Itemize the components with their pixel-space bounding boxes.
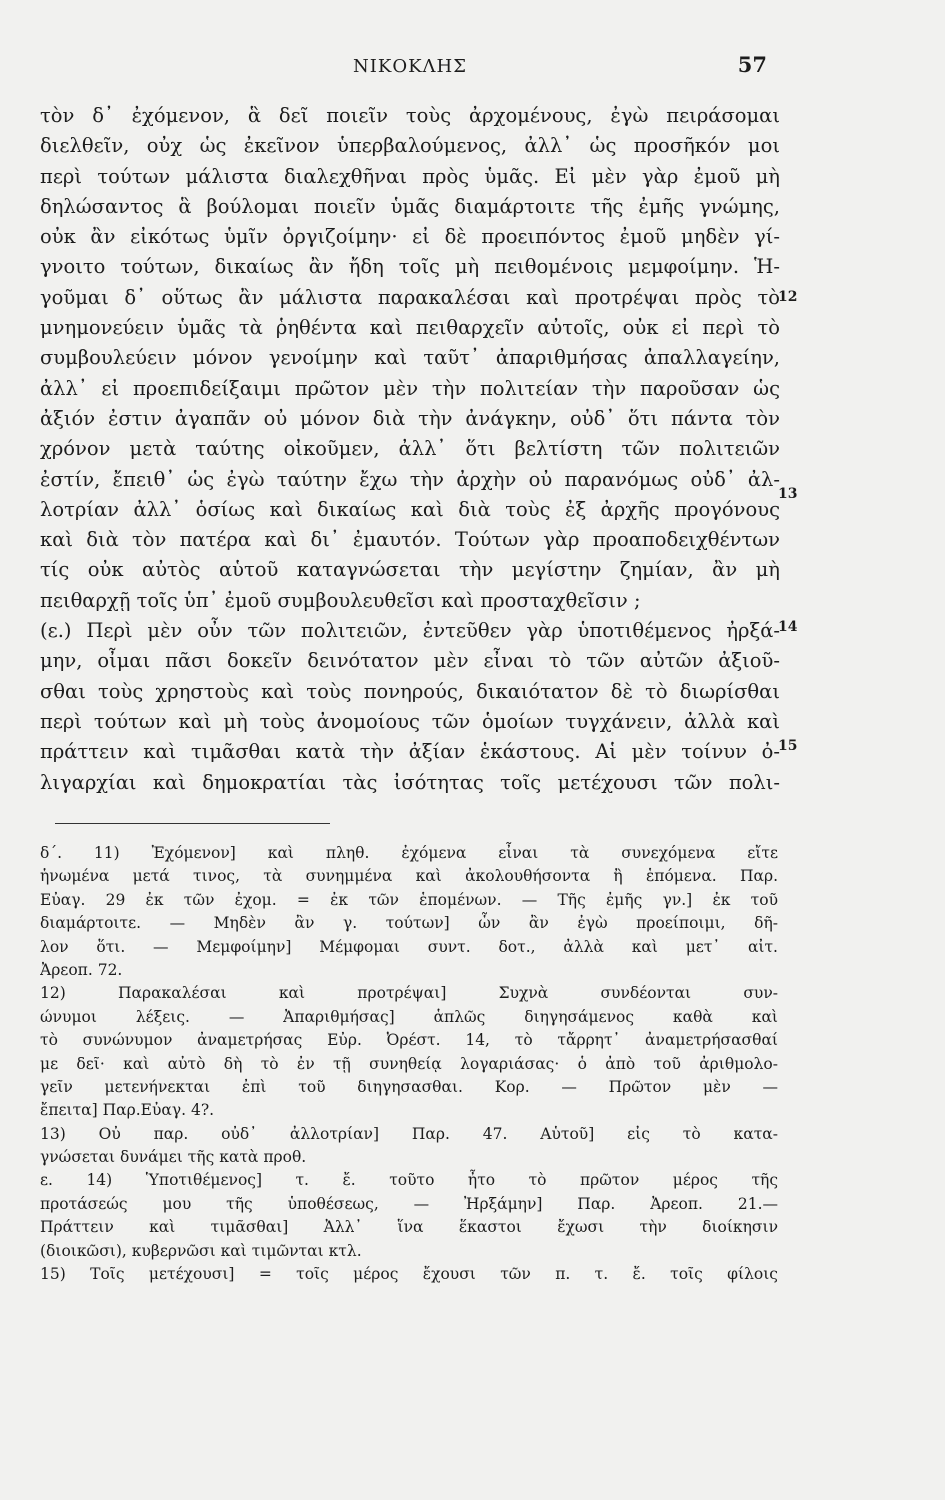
running-title: ΝΙΚΟΚΛΗΣ	[353, 56, 467, 77]
margin-section-number: 12	[778, 289, 798, 305]
footnote-line: ώνυμοι λέξεις. — Ἀπαριθμήσας] ἁπλῶς διηγησάμενος καθὰ καὶ	[40, 1007, 778, 1026]
footnote-line: ἔπειτα] Παρ.Εὐαγ. 4?.	[40, 1101, 215, 1120]
margin-section-number: 13	[778, 486, 798, 502]
text-line: τίς οὐκ αὐτὸς αὑτοῦ καταγνώσεται τὴν μεγίστην ζημίαν, ἂν μὴ	[40, 558, 780, 582]
footnote-line: Πράττειν καὶ τιμᾶσθαι] Ἀλλ᾽ ἵνα ἕκαστοι ἔχωσι τὴν διοίκησιν	[40, 1218, 778, 1237]
text-line: τὸν δ᾽ ἐχόμενον, ἃ δεῖ ποιεῖν τοὺς ἀρχομένους, ἐγὼ πειράσομαι	[40, 104, 780, 127]
text-line: σθαι τοὺς χρηστοὺς καὶ τοὺς πονηρούς, δικαιότατον δὲ τὸ διωρίσθαι	[40, 679, 780, 703]
margin-section-number: 15	[778, 738, 798, 754]
text-line: δηλώσαντος ἃ βούλομαι ποιεῖν ὑμᾶς διαμάρτοιτε τῆς ἐμῆς γνώμης,	[40, 194, 780, 218]
text-line: διελθεῖν, οὐχ ὡς ἐκεῖνον ὑπερβαλούμενος, ἀλλ᾽ ὡς προσῆκόν μοι	[40, 134, 780, 158]
text-line: χρόνον μετὰ ταύτης οἰκοῦμεν, ἀλλ᾽ ὅτι βελτίστη τῶν πολιτειῶν	[40, 437, 780, 461]
text-line: πράττειν καὶ τιμᾶσθαι κατὰ τὴν ἀξίαν ἑκάστους. Αἱ μὲν τοίνυν ὀ-	[40, 740, 780, 764]
footnote-line: γνώσεται δυνάμει τῆς κατὰ προθ.	[40, 1148, 307, 1167]
text-line: ἐστίν, ἔπειθ᾽ ὡς ἐγὼ ταύτην ἔχω τὴν ἀρχὴν οὐ παρανόμως οὐδ᾽ ἀλ-	[40, 467, 780, 491]
text-line: γνοιτο τούτων, δικαίως ἂν ἤδη τοῖς μὴ πειθομένοις μεμφοίμην. Ἡ-	[40, 255, 780, 279]
footnote-line: με δεῖ· καὶ αὐτὸ δὴ τὸ ἐν τῇ συνηθείᾳ λογαριάσας· ὁ ἀπὸ τοῦ ἀριθμολο-	[40, 1054, 778, 1073]
text-line: λοτρίαν ἀλλ᾽ ὁσίως καὶ δικαίως καὶ διὰ τοὺς ἐξ ἀρχῆς προγόνους	[40, 497, 780, 521]
main-text	[40, 101, 780, 798]
margin-section-number: 14	[778, 619, 798, 635]
footnote-line: ἡνωμένα μετά τινος, τὰ συνημμένα καὶ ἀκολουθήσοντα ἢ ἑπόμενα. Παρ.	[40, 867, 778, 886]
footnote-line: Εὐαγ. 29 ἐκ τῶν ἐχομ. = ἐκ τῶν ἑπομένων. — Τῆς ἐμῆς γν.] ἐκ τοῦ	[40, 890, 778, 909]
footnote-line: ε. 14) Ὑποτιθέμενος] τ. ἔ. τοῦτο ἦτο τὸ πρῶτον μέρος τῆς	[40, 1171, 778, 1190]
footnote-line: (διοικῶσι), κυβερνῶσι καὶ τιμῶνται κτλ.	[40, 1241, 362, 1260]
text-line: (ε.) Περὶ μὲν οὖν τῶν πολιτειῶν, ἐντεῦθεν γὰρ ὑποτιθέμενος ἠρξά-	[40, 619, 780, 643]
text-line: λιγαρχίαι καὶ δημοκρατίαι τὰς ἰσότητας τοῖς μετέχουσι τῶν πολι-	[40, 770, 780, 794]
text-line: γοῦμαι δ᾽ οὕτως ἂν μάλιστα παρακαλέσαι καὶ προτρέψαι πρὸς τὸ	[40, 285, 780, 309]
footnotes	[40, 842, 778, 1286]
footnote-line: προτάσεώς μου τῆς ὑποθέσεως, — Ἠρξάμην] Παρ. Ἀρεοπ. 21.—	[40, 1194, 778, 1213]
footnote-line: λον ὅτι. — Μεμφοίμην] Μέμφομαι συντ. δοτ., ἀλλὰ καὶ μετ᾽ αἰτ.	[40, 937, 778, 956]
text-line: καὶ διὰ τὸν πατέρα καὶ δι᾽ ἐμαυτόν. Τούτων γὰρ προαποδειχθέντων	[40, 528, 780, 552]
text-line: ἀλλ᾽ εἰ προεπιδείξαιμι πρῶτον μὲν τὴν πολιτείαν τὴν παροῦσαν ὡς	[40, 376, 780, 400]
footnote-line: τὸ συνώνυμον ἀναμετρήσας Εὐρ. Ὀρέστ. 14, τὸ τἄρρητ᾽ ἀναμετρήσασθαί	[40, 1031, 778, 1050]
text-line: οὐκ ἂν εἰκότως ὑμῖν ὀργιζοίμην· εἰ δὲ προειπόντος ἐμοῦ μηδὲν γί-	[40, 225, 780, 249]
footnote-line: γεῖν μετενήνεκται ἐπὶ τοῦ διηγησασθαι. Κορ. — Πρῶτον μὲν —	[40, 1077, 778, 1096]
footnote-line: Ἀρεοπ. 72.	[40, 960, 123, 979]
footnote-line: 13) Οὐ παρ. οὐδ᾽ ἀλλοτρίαν] Παρ. 47. Αὑτοῦ] εἰς τὸ κατα-	[40, 1124, 778, 1143]
text-line: ἀξιόν ἐστιν ἀγαπᾶν οὐ μόνον διὰ τὴν ἀνάγκην, οὐδ᾽ ὅτι πάντα τὸν	[40, 406, 780, 430]
text-line: μνημονεύειν ὑμᾶς τὰ ῥηθέντα καὶ πειθαρχεῖν αὐτοῖς, οὐκ εἰ περὶ τὸ	[40, 316, 780, 340]
text-line: περὶ τούτων καὶ μὴ τοὺς ἀνομοίους τῶν ὁμοίων τυγχάνειν, ἀλλὰ καὶ	[40, 709, 780, 733]
footnote-line: 15) Τοῖς μετέχουσι] = τοῖς μέρος ἔχουσι τῶν π. τ. ἔ. τοῖς φίλοις	[40, 1265, 778, 1284]
text-line: συμβουλεύειν μόνον γενοίμην καὶ ταῦτ᾽ ἀπαριθμήσας ἀπαλλαγείην,	[40, 346, 780, 370]
page-number: 57	[737, 52, 767, 77]
footnote-line: 12) Παρακαλέσαι καὶ προτρέψαι] Συχνὰ συνδέονται συν-	[40, 984, 778, 1003]
footnote-line: διαμάρτοιτε. — Μηδὲν ἂν γ. τούτων] ὧν ἂν ἐγὼ προείποιμι, δῆ-	[40, 914, 778, 933]
footnote-line: δ΄. 11) Ἐχόμενον] καὶ πληθ. ἐχόμενα εἶναι τὰ συνεχόμενα εἴτε	[40, 844, 778, 862]
text-line: πειθαρχῇ τοῖς ὑπ᾽ ἐμοῦ συμβουλευθεῖσι καὶ προσταχθεῖσιν ;	[40, 588, 641, 612]
page-header	[0, 52, 945, 82]
footnote-divider	[55, 823, 330, 824]
text-line: περὶ τούτων μάλιστα διαλεχθῆναι πρὸς ὑμᾶς. Εἰ μὲν γὰρ ἐμοῦ μὴ	[40, 164, 780, 188]
text-line: μην, οἶμαι πᾶσι δοκεῖν δεινότατον μὲν εἶναι τὸ τῶν αὐτῶν ἀξιοῦ-	[40, 649, 780, 673]
